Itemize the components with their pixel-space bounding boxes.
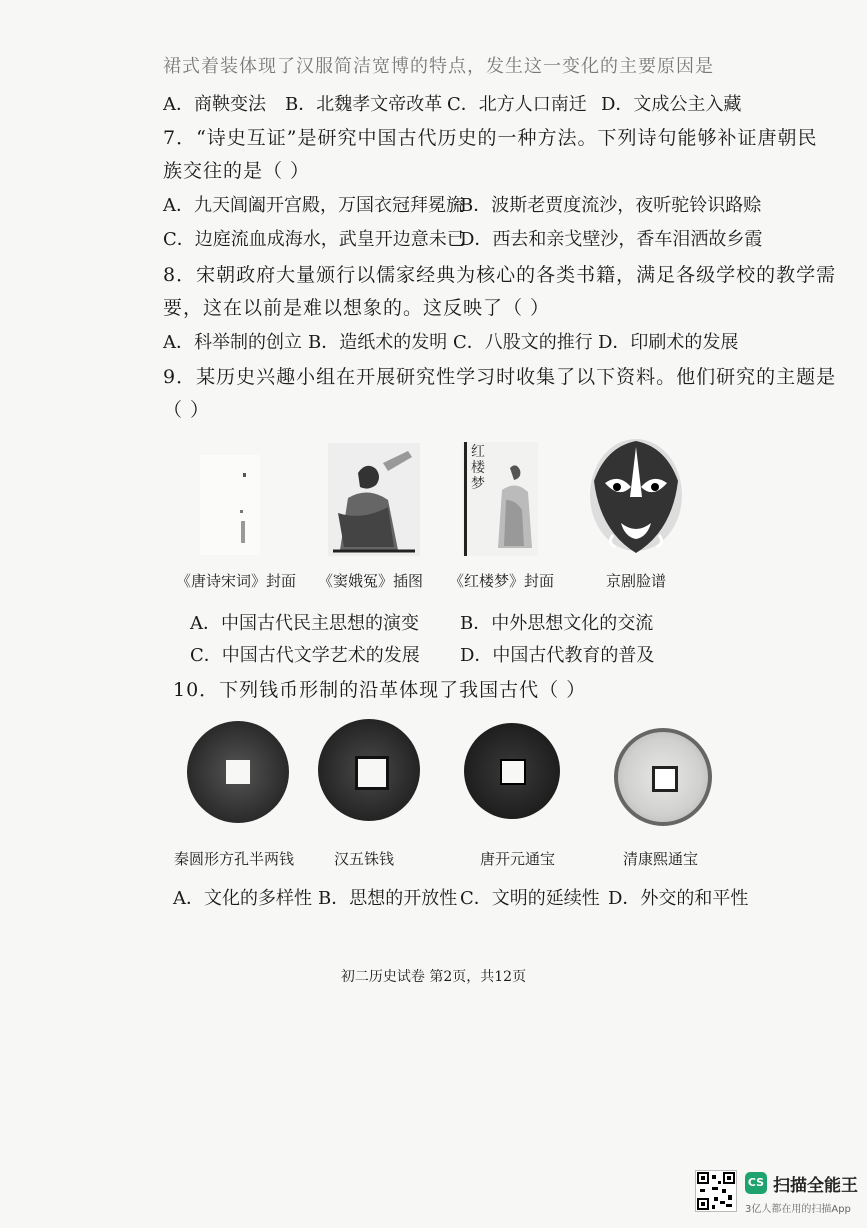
q6-option-b: B．北魏孝文帝改革 — [285, 94, 443, 115]
q9-option-b: B．中外思想文化的交流 — [460, 613, 654, 634]
q10-option-b: B．思想的开放性 — [318, 888, 458, 909]
q7-stem-line2: 族交往的是（ ） — [163, 160, 311, 182]
tangshi-songci-cover-image — [200, 455, 260, 555]
q10-option-c: C．文明的延续性 — [460, 888, 600, 909]
peking-opera-mask-image — [587, 437, 685, 557]
app-tagline: 3亿人都在用的扫描App — [745, 1204, 851, 1215]
page-footer: 初二历史试卷 第2页，共12页 — [340, 969, 527, 985]
q8-stem-line2: 要，这在以前是难以想象的。这反映了（ ） — [163, 297, 551, 319]
q8-option-d: D．印刷术的发展 — [598, 332, 739, 353]
q7-option-a: A．九天阊阖开宫殿，万国衣冠拜冕旒 — [163, 195, 464, 216]
q10-caption-2: 汉五铢钱 — [334, 850, 395, 868]
q8-option-b: B．造纸术的发明 — [308, 332, 448, 353]
q8-stem-line1: 8．宋朝政府大量颁行以儒家经典为核心的各类书籍，满足各级学校的教学需 — [163, 264, 837, 286]
q7-option-b: B．波斯老贾度流沙，夜听驼铃识路赊 — [460, 195, 762, 216]
q10-caption-3: 唐开元通宝 — [480, 850, 556, 868]
q9-caption-2: 《窦娥冤》插图 — [318, 572, 424, 590]
q9-stem-line1: 9．某历史兴趣小组在开展研究性学习时收集了以下资料。他们研究的主题是 — [163, 366, 837, 388]
q10-option-d: D．外交的和平性 — [608, 888, 749, 909]
han-wuzhu-coin-image — [318, 719, 420, 821]
q9-caption-1: 《唐诗宋词》封面 — [176, 572, 297, 590]
q10-stem: 10．下列钱币形制的沿革体现了我国古代（ ） — [173, 679, 587, 701]
qin-banliang-coin-image — [187, 721, 289, 823]
q10-caption-1: 秦圆形方孔半两钱 — [174, 850, 295, 868]
q8-option-a: A．科举制的创立 — [163, 332, 302, 353]
hongloumeng-cover-title: 红楼梦 — [471, 444, 485, 492]
q7-stem-line1: 7．“诗史互证”是研究中国古代历史的一种方法。下列诗句能够补证唐朝民 — [163, 127, 818, 149]
camscanner-logo-icon: CS — [745, 1172, 767, 1194]
q9-caption-4: 京剧脸谱 — [606, 572, 667, 590]
q10-option-a: A．文化的多样性 — [173, 888, 312, 909]
doueyuan-illustration-image — [328, 443, 420, 556]
q6-stem-partial: 裙式着装体现了汉服简洁宽博的特点，发生这一变化的主要原因是 — [163, 56, 714, 77]
q7-option-c: C．边庭流血成海水，武皇开边意未已 — [163, 229, 465, 250]
q9-option-a: A．中国古代民主思想的演变 — [190, 613, 419, 634]
q6-option-c: C．北方人口南迁 — [447, 94, 587, 115]
q6-option-a: A．商鞅变法 — [163, 94, 266, 115]
app-name: 扫描全能王 — [773, 1176, 858, 1196]
q9-option-c: C．中国古代文学艺术的发展 — [190, 645, 420, 666]
tang-kaiyuan-tongbao-coin-image — [464, 723, 560, 819]
qing-kangxi-tongbao-coin-image — [614, 728, 712, 826]
q10-caption-4: 清康熙通宝 — [623, 850, 699, 868]
q9-option-d: D．中国古代教育的普及 — [460, 645, 655, 666]
q9-caption-3: 《红楼梦》封面 — [449, 572, 555, 590]
q9-stem-line2: （ ） — [163, 399, 211, 421]
hongloumeng-cover-image — [462, 442, 538, 556]
q6-option-d: D．文成公主入藏 — [601, 94, 742, 115]
q7-option-d: D．西去和亲戈壁沙，香车泪洒故乡霞 — [460, 229, 763, 250]
qr-code-icon — [695, 1170, 737, 1212]
q8-option-c: C．八股文的推行 — [453, 332, 593, 353]
